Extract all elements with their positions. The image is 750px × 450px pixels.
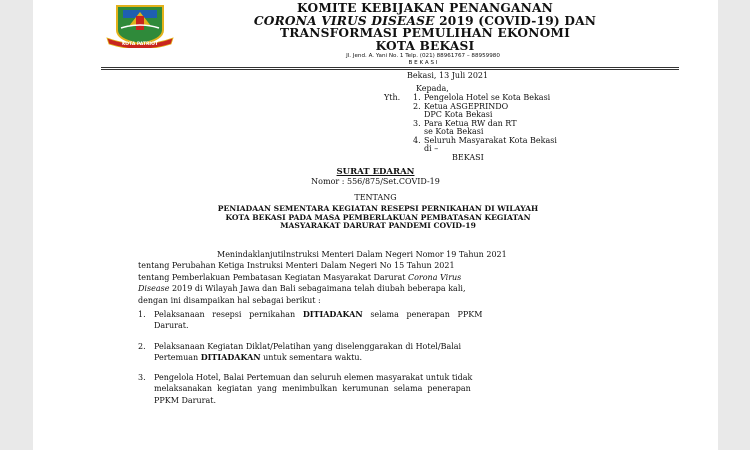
recipient-text: di – <box>424 144 439 153</box>
address-city: B E K A S I <box>408 60 438 66</box>
subject-line: MASYARAKAT DARURAT PANDEMI COVID-19 <box>280 221 476 230</box>
point-text: selama penerapan PPKM <box>362 310 483 319</box>
point-item-3 <box>138 372 626 406</box>
point-line: Pelaksanaan Kegiatan Diklat/Pelatihan yang diselenggarakan di Hotel/Balai <box>154 342 462 351</box>
point-line <box>154 309 626 320</box>
recipient-text: Ketua ASGEPRINDO <box>424 101 509 111</box>
document-subject <box>138 205 618 231</box>
letterhead-line-3: TRANSFORMASI PEMULIHAN EKONOMI <box>279 26 570 41</box>
recipient-num: 4. <box>413 135 421 145</box>
letterhead-line-2-italic: CORONA VIRUS DISEASE <box>253 13 435 28</box>
letterhead-divider <box>101 67 679 68</box>
point-bold: DITIADAKAN <box>200 352 261 363</box>
point-line <box>154 352 626 363</box>
letter-date: Bekasi, 13 Juli 2021 <box>407 71 489 80</box>
intro-line: tentang Perubahan Ketiga Instruksi Menteri Dalam Negeri No 15 Tahun 2021 <box>138 261 455 271</box>
point-item-1 <box>138 309 626 332</box>
document-number: Nomor : 556/875/Set.COVID-19 <box>311 177 440 186</box>
intro-line <box>138 272 626 283</box>
recipient-text: BEKASI <box>424 152 484 162</box>
letterhead-line-4: KOTA BEKASI <box>375 38 475 53</box>
letterhead-divider-thin <box>101 69 679 70</box>
point-line: melaksanakan kegiatan yang menimbulkan kerumunan selama penerapan <box>154 384 471 394</box>
point-text: Pelaksanaan resepsi pernikahan <box>154 310 303 319</box>
letterhead-title <box>185 2 665 52</box>
point-text: untuk sementara waktu. <box>260 353 363 363</box>
recipient-text: Para Ketua RW dan RT <box>424 118 517 128</box>
point-number: 1. <box>138 310 146 319</box>
recipient-item <box>413 154 557 163</box>
intro-line <box>138 283 626 294</box>
subject-line: KOTA BEKASI PADA MASA PEMBERLAKUAN PEMBATASAN KEGIATAN <box>225 212 531 222</box>
letterhead-line-1: KOMITE KEBIJAKAN PENANGANAN <box>297 1 553 15</box>
intro-text: tentang Pemberlakuan Pembatasan Kegiatan Masyarakat Darurat <box>138 272 408 282</box>
kepada-label: Kepada, <box>416 84 449 93</box>
point-line: PPKM Darurat. <box>154 395 216 405</box>
intro-paragraph <box>138 249 626 306</box>
recipient-text: Seluruh Masyarakat Kota Bekasi <box>424 135 557 145</box>
tentang-label: TENTANG <box>354 193 397 202</box>
intro-italic: Disease <box>138 284 170 294</box>
point-line: Darurat. <box>154 321 189 331</box>
address-line: Jl. Jend. A. Yani No. 1 Telp. (021) 88961767 – 88959980 <box>346 53 500 59</box>
letter-page <box>33 0 718 450</box>
point-text: Pertemuan <box>154 353 201 363</box>
point-item-2 <box>138 341 626 364</box>
logo-banner-text: KOTA PATRIOT <box>121 42 159 47</box>
letterhead-address <box>183 53 663 67</box>
yth-label: Yth. <box>384 93 401 102</box>
recipient-text: DPC Kota Bekasi <box>424 110 493 119</box>
point-number: 3. <box>138 373 146 382</box>
recipient-text: se Kota Bekasi <box>424 127 484 136</box>
recipient-text: Pengelola Hotel se Kota Bekasi <box>424 93 551 102</box>
recipient-num <box>413 154 424 163</box>
kota-bekasi-emblem-icon <box>103 4 177 48</box>
letterhead-line-2-rest: 2019 (COVID-19) DAN <box>434 13 597 28</box>
recipient-num: 2. <box>413 101 421 111</box>
recipient-list <box>413 94 557 162</box>
intro-line: Menindaklanjutilnstruksi Menteri Dalam Negeri Nomor 19 Tahun 2021 <box>217 250 507 259</box>
recipient-num: 3. <box>413 118 421 128</box>
point-number: 2. <box>138 342 146 351</box>
intro-line: dengan ini disampaikan hal sebagai berikut : <box>138 295 321 305</box>
document-title: SURAT EDARAN <box>336 167 415 177</box>
subject-line: PENIADAAN SEMENTARA KEGIATAN RESEPSI PERNIKAHAN DI WILAYAH <box>217 204 539 213</box>
point-line: Pengelola Hotel, Balai Pertemuan dan seluruh elemen masyarakat untuk tidak <box>154 373 473 382</box>
intro-text: 2019 di Wilayah Jawa dan Bali sebagaimana telah diubah beberapa kali, <box>169 284 466 294</box>
recipient-num <box>413 145 424 154</box>
recipient-num: 1. <box>413 93 421 102</box>
point-bold: DITIADAKAN <box>302 309 363 319</box>
intro-italic: Corona Virus <box>407 272 462 282</box>
